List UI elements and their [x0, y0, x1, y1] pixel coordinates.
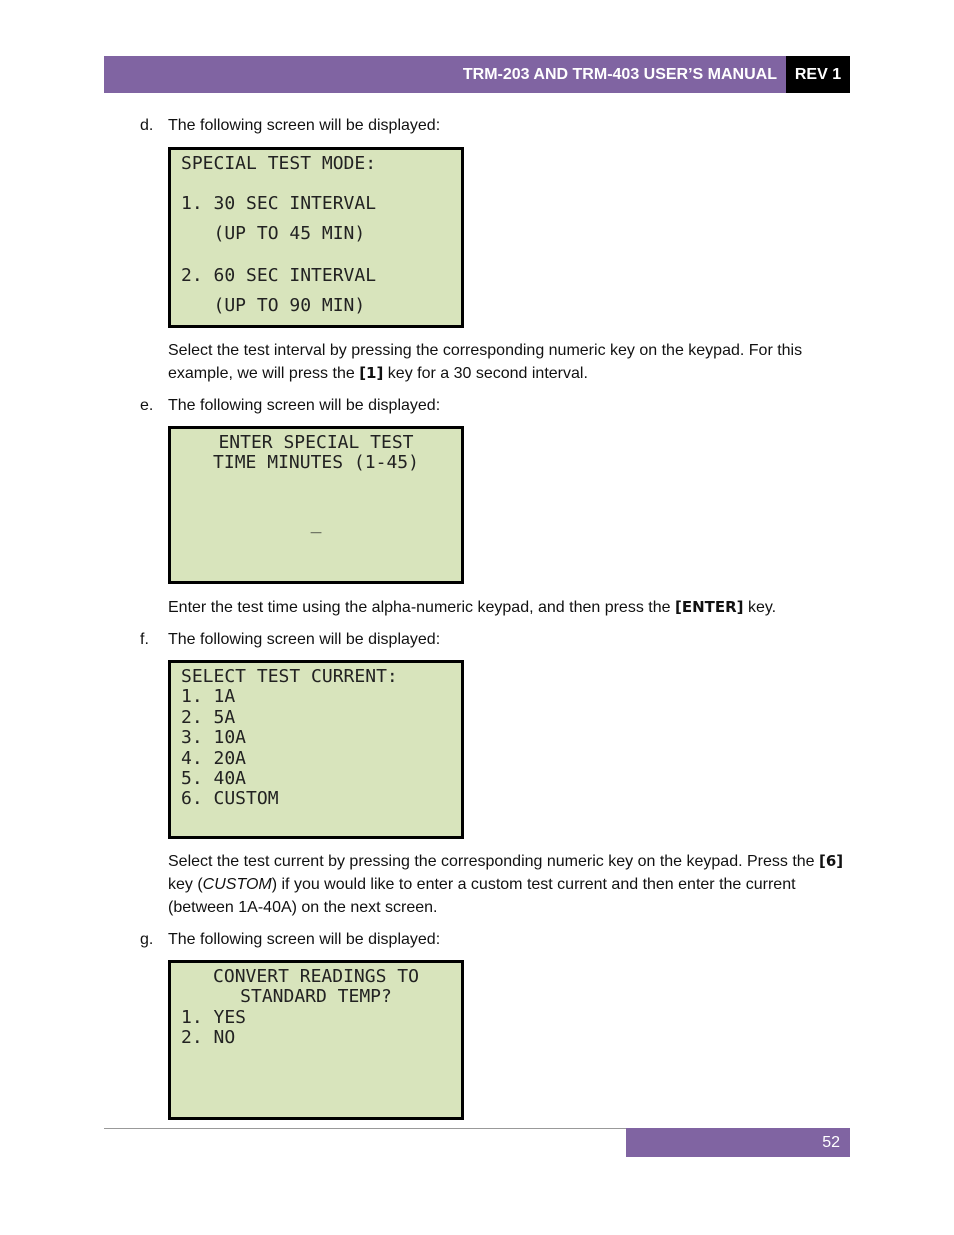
step-marker: d.	[140, 117, 154, 134]
step-text: The following screen will be displayed:	[168, 397, 441, 414]
lcd-line: (UP TO 45 MIN)	[181, 223, 366, 245]
lcd-special-test-mode	[168, 147, 464, 328]
revision-badge	[786, 56, 850, 93]
lcd-line: SELECT TEST CURRENT:	[181, 666, 398, 687]
paragraph-current	[168, 850, 848, 919]
paragraph-text: ) if you would like to enter a custom test current and then enter the current (between 1A-40A) on the next screen.	[168, 876, 796, 916]
paragraph-text: key.	[743, 599, 777, 616]
lcd-enter-time	[168, 426, 464, 584]
key-label: [ENTER]	[674, 598, 744, 616]
paragraph-text: Select the test interval by pressing the corresponding numeric key on the keypad. For this example, we will press the	[168, 342, 803, 382]
paragraph-text: Enter the test time using the alpha-numeric keypad, and then press the	[168, 599, 675, 616]
lcd-line: 1. 1A	[181, 686, 236, 708]
lcd-line: CONVERT READINGS TO	[213, 966, 419, 987]
paragraph-text: key for a 30 second interval.	[383, 365, 588, 382]
page-number: 52	[822, 1133, 840, 1151]
step-g	[140, 928, 440, 951]
step-e	[140, 394, 440, 417]
lcd-line: TIME MINUTES (1-45)	[213, 452, 419, 474]
lcd-line: ENTER SPECIAL TEST	[218, 432, 414, 453]
step-text: The following screen will be displayed:	[168, 117, 441, 134]
revision-label: REV 1	[794, 65, 842, 83]
lcd-line: STANDARD TEMP?	[240, 986, 392, 1008]
custom-emphasis: CUSTOM	[202, 876, 272, 893]
step-marker: g.	[140, 931, 154, 948]
step-text: The following screen will be displayed:	[168, 631, 441, 648]
lcd-select-current	[168, 660, 464, 839]
lcd-line: 2. 5A	[181, 706, 236, 728]
paragraph-text: key (	[168, 876, 203, 893]
lcd-line: 2. NO	[181, 1027, 236, 1049]
step-d	[140, 114, 440, 137]
manual-title: TRM-203 AND TRM-403 USER’S MANUAL	[462, 65, 777, 83]
lcd-cursor: _	[310, 512, 322, 534]
step-f	[140, 628, 440, 651]
page-number-box	[626, 1128, 850, 1157]
lcd-line: 4. 20A	[181, 747, 247, 769]
step-marker: e.	[140, 397, 154, 414]
step-text: The following screen will be displayed:	[168, 931, 441, 948]
lcd-line: 1. 30 SEC INTERVAL	[181, 192, 377, 214]
lcd-line: 1. YES	[181, 1006, 247, 1028]
step-marker: f.	[140, 631, 149, 648]
lcd-line: SPECIAL TEST MODE:	[181, 153, 377, 174]
lcd-convert-readings	[168, 960, 464, 1120]
lcd-line: 3. 10A	[181, 727, 247, 749]
paragraph-interval	[168, 339, 848, 385]
lcd-line: 2. 60 SEC INTERVAL	[181, 264, 377, 286]
key-label: [1]	[359, 364, 384, 382]
paragraph-text: Select the test current by pressing the corresponding numeric key on the keypad. Press the	[168, 853, 820, 870]
header-title-bar	[104, 56, 786, 93]
paragraph-enter-time	[168, 596, 848, 619]
key-label: [6]	[819, 852, 844, 870]
lcd-line: (UP TO 90 MIN)	[181, 294, 366, 316]
lcd-line: 5. 40A	[181, 767, 247, 789]
lcd-line: 6. CUSTOM	[181, 788, 279, 810]
